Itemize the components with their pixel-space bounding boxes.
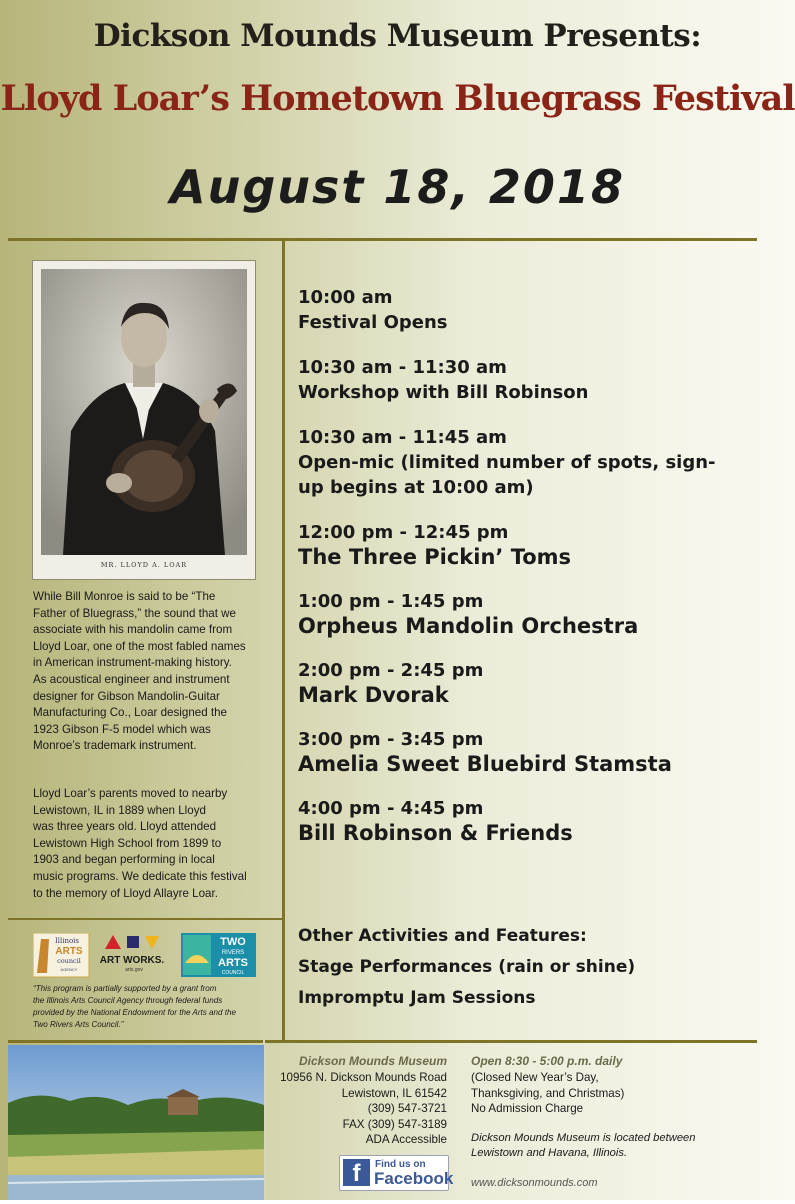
bio-line: Lewistown, IL in 1889 when Lloyd <box>33 803 206 817</box>
location-note <box>471 1131 771 1161</box>
bio-line: While Bill Monroe is said to be “The <box>33 590 216 603</box>
illinois-arts-text: Illinois <box>54 937 80 945</box>
slot-activity: Workshop with Bill Robinson <box>298 382 589 403</box>
bio-line: As acoustical engineer and instrument <box>33 672 230 686</box>
activity-item: Impromptu Jam Sessions <box>298 988 536 1008</box>
bio-line: Father of Bluegrass,” the sound that we <box>33 606 237 620</box>
bio-line: Monroe’s trademark instrument. <box>33 739 197 753</box>
slot-time: 2:00 pm - 2:45 pm <box>298 660 484 681</box>
slot-time: 4:00 pm - 4:45 pm <box>298 798 484 819</box>
hours-line: (Closed New Year’s Day, <box>471 1071 599 1084</box>
slot-activity: Open-mic (limited number of spots, sign- <box>298 452 716 473</box>
slot-time: 1:00 pm - 1:45 pm <box>298 591 484 612</box>
grant-acknowledgement <box>33 983 265 1031</box>
photo-caption: MR. LLOYD A. LOAR <box>100 561 188 569</box>
column-divider <box>282 238 285 1042</box>
bio-line: designer for Gibson Mandolin-Guitar <box>33 689 220 703</box>
portrait-illustration <box>33 261 255 579</box>
illinois-arts-text: AGENCY <box>60 967 78 972</box>
slot-activity: Festival Opens <box>298 312 448 333</box>
facebook-find-label: Find us on <box>375 1159 426 1170</box>
top-divider <box>8 238 757 241</box>
two-rivers-text: RIVERS <box>221 950 245 956</box>
landscape-illustration <box>8 1045 264 1200</box>
sponsor-divider <box>8 918 284 920</box>
illinois-arts-text: council <box>57 957 81 965</box>
location-line: Lewistown and Havana, Illinois. <box>471 1147 628 1159</box>
grant-line: “This program is partially supported by a grant from <box>33 984 217 993</box>
location-line: Dickson Mounds Museum is located between <box>471 1132 696 1144</box>
bio-paragraph-1 <box>33 589 268 755</box>
schedule-slot <box>298 425 768 500</box>
art-works-subtext: arts.gov <box>125 967 143 973</box>
facebook-wordmark: Facebook <box>374 1169 454 1188</box>
schedule-slot <box>298 796 768 845</box>
grant-line: Two Rivers Arts Council.” <box>33 1020 124 1029</box>
other-activities-heading: Other Activities and Features: <box>298 926 587 946</box>
museum-landscape-photo <box>8 1045 264 1200</box>
address-line: (309) 547-3721 <box>367 1102 447 1115</box>
bio-paragraph-2 <box>33 786 268 902</box>
schedule-slot <box>298 355 768 405</box>
presents-heading: Dickson Mounds Museum Presents: <box>93 18 702 54</box>
bio-line: Lewistown High School from 1899 to <box>33 836 222 850</box>
address-line: 10956 N. Dickson Mounds Road <box>280 1071 447 1084</box>
slot-performer: Orpheus Mandolin Orchestra <box>298 614 639 638</box>
address-line: ADA Accessible <box>365 1133 447 1146</box>
two-rivers-text: TWO <box>220 936 246 948</box>
slot-time: 12:00 pm - 12:45 pm <box>298 522 509 543</box>
bio-line: Lloyd Loar, one of the most fabled names <box>33 639 246 653</box>
footer-divider <box>8 1040 757 1043</box>
museum-name: Dickson Mounds Museum <box>298 1054 447 1068</box>
illinois-arts-text: ARTS <box>55 946 83 957</box>
slot-performer: Bill Robinson & Friends <box>298 821 573 845</box>
slot-performer: Mark Dvorak <box>298 683 449 707</box>
schedule-slot <box>298 658 768 707</box>
facebook-icon: f <box>343 1159 370 1186</box>
slot-time: 10:30 am - 11:45 am <box>298 427 507 448</box>
bio-line: associate with his mandolin came from <box>33 623 233 637</box>
bio-line: Manufacturing Co., Loar designed the <box>33 706 227 720</box>
activity-item: Stage Performances (rain or shine) <box>298 957 636 977</box>
bio-line: Lloyd Loar’s parents moved to nearby <box>33 787 228 800</box>
bio-line: to the memory of Lloyd Allayre Loar. <box>33 886 218 900</box>
schedule-slot <box>298 589 768 638</box>
website-link[interactable]: www.dicksonmounds.com <box>471 1177 598 1189</box>
facebook-badge[interactable] <box>339 1155 454 1191</box>
other-activities <box>298 921 768 1014</box>
slot-time: 10:30 am - 11:30 am <box>298 357 507 378</box>
address-line: Lewistown, IL 61542 <box>341 1086 447 1100</box>
sponsor-logos <box>33 933 258 979</box>
sponsor-logo-art <box>33 933 258 979</box>
bio-line: music programs. We dedicate this festival <box>33 869 247 883</box>
schedule-slot <box>298 727 768 776</box>
bio-line: 1903 and began performing in local <box>33 853 215 867</box>
hours-line: No Admission Charge <box>471 1102 584 1115</box>
slot-time: 10:00 am <box>298 287 393 308</box>
schedule-list <box>298 285 768 865</box>
hours-line: Thanksgiving, and Christmas) <box>471 1086 625 1100</box>
slot-performer: The Three Pickin’ Toms <box>298 545 572 569</box>
portrait-photo <box>33 261 255 579</box>
grant-line: provided by the National Endowment for the Arts and the <box>33 1008 237 1017</box>
address-line: FAX (309) 547-3189 <box>342 1117 447 1131</box>
bio-line: was three years old. Lloyd attended <box>33 820 217 834</box>
schedule-slot <box>298 285 768 335</box>
two-rivers-text: COUNCIL <box>221 970 245 976</box>
grant-line: the Illinois Arts Council Agency through federal funds <box>33 996 223 1005</box>
festival-title: Lloyd Loar’s Hometown Bluegrass Festival <box>0 78 795 119</box>
event-date: August 18, 2018 <box>170 160 625 214</box>
museum-address <box>280 1070 447 1148</box>
slot-performer: Amelia Sweet Bluebird Stamsta <box>298 752 672 776</box>
hours-title: Open 8:30 - 5:00 p.m. daily <box>471 1054 623 1068</box>
schedule-slot <box>298 520 768 569</box>
slot-time: 3:00 pm - 3:45 pm <box>298 729 484 750</box>
art-works-text: ART WORKS. <box>99 955 165 966</box>
bio-line: 1923 Gibson F-5 model which was <box>33 722 211 736</box>
hours-notes <box>471 1070 624 1117</box>
bio-line: in American instrument-making history. <box>33 656 232 670</box>
two-rivers-text: ARTS <box>218 957 248 969</box>
slot-activity: up begins at 10:00 am) <box>298 477 534 498</box>
